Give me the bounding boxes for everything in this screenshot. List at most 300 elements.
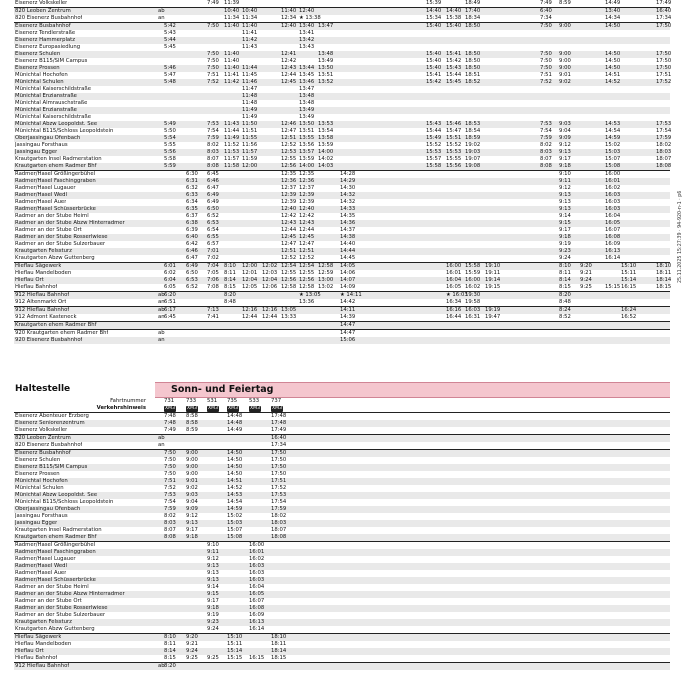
stop-name: 912 Hieflau Bahnhof (15, 292, 70, 298)
time-cell: 6:32 (186, 185, 198, 191)
time-cell: 16:24 (621, 307, 637, 313)
time-cell: 15:10 (621, 263, 637, 269)
time-cell: 7:53 (164, 492, 176, 498)
time-cell: 18:50 (465, 58, 481, 64)
time-cell: 9:18 (186, 534, 198, 540)
time-cell: 7:50 (207, 23, 219, 29)
time-cell: 16:09 (249, 612, 265, 618)
time-cell: 9:19 (559, 241, 571, 247)
traffic-note-cell (271, 405, 289, 412)
time-cell: 15:34 (426, 15, 442, 21)
table-row (14, 284, 670, 291)
time-cell: 11:56 (242, 142, 258, 148)
time-cell: 8:58 (186, 413, 198, 419)
table-row (14, 241, 670, 248)
time-cell: 8:02 (540, 142, 552, 148)
traffic-note-row (14, 405, 670, 412)
time-cell: 13:48 (299, 93, 315, 99)
time-cell: 15:42 (446, 58, 462, 64)
time-cell: 8:59 (186, 427, 198, 433)
time-cell: 9:00 (559, 23, 571, 29)
time-cell: 14:09 (340, 284, 356, 290)
time-cell: 12:51 (299, 248, 315, 254)
table-row (14, 337, 670, 344)
time-cell: 14:50 (605, 58, 621, 64)
stop-name: Jassingau Forsthaus (15, 142, 68, 148)
time-cell: 18:52 (465, 79, 481, 85)
trip-number: 531 (207, 398, 218, 404)
time-cell: 7:53 (207, 121, 219, 127)
time-cell: 9:00 (186, 471, 198, 477)
time-cell: 11:41 (242, 30, 258, 36)
time-cell: 7:04 (207, 263, 219, 269)
time-cell: 5:44 (164, 37, 176, 43)
sunday-timetable (14, 412, 670, 670)
time-cell: 11:45 (242, 72, 258, 78)
time-cell: 7:02 (207, 255, 219, 261)
time-cell: 16:05 (605, 220, 621, 226)
time-cell: 15:52 (446, 142, 462, 148)
time-cell: 15:15 (605, 284, 621, 290)
time-cell: 16:03 (249, 577, 265, 583)
stop-name: Radmer an der Stube Sulzerbauer (15, 241, 106, 247)
stop-name: Krautgarten Felssturz (15, 248, 72, 254)
table-row (14, 93, 670, 100)
stop-name: Eisenerz B115/SIM Campus (15, 464, 88, 470)
table-row (14, 65, 670, 72)
time-cell: 16:40 (656, 8, 672, 14)
table-row (14, 199, 670, 206)
time-cell: 5:46 (164, 65, 176, 71)
stop-name: 820 Leoben Zentrum (15, 8, 71, 14)
time-cell: 7:50 (164, 471, 176, 477)
time-cell: 7:34 (540, 15, 552, 21)
time-cell: 9:03 (559, 121, 571, 127)
stop-name: Radmer an der Stube Sulzerbauer (15, 612, 106, 618)
time-cell: 12:45 (281, 234, 297, 240)
time-cell: 14:33 (340, 206, 356, 212)
time-cell: 18:34 (465, 15, 481, 21)
time-cell: 13:49 (299, 114, 315, 120)
time-cell: 14:50 (605, 65, 621, 71)
time-cell: 12:52 (281, 255, 297, 261)
time-cell: 11:42 (242, 37, 258, 43)
time-cell: 9:18 (207, 605, 219, 611)
time-cell: 19:30 (465, 292, 481, 298)
time-cell: 15:51 (446, 135, 462, 141)
time-cell: 16:08 (249, 605, 265, 611)
table-row (14, 107, 670, 114)
time-cell: 9:17 (207, 598, 219, 604)
time-cell: 12:59 (318, 270, 334, 276)
time-cell: 6:49 (207, 199, 219, 205)
stop-direction: ab (158, 307, 165, 313)
time-cell: 12:36 (299, 178, 315, 184)
time-cell: 16:40 (271, 435, 287, 441)
trip-meta (14, 398, 670, 412)
stop-name: Eisenerz Busbahnhof (15, 23, 71, 29)
time-cell: 7:54 (540, 128, 552, 134)
time-cell: 11:47 (242, 86, 258, 92)
time-cell: 15:02 (227, 513, 243, 519)
stop-name: Radmer an der Stube Heiml (15, 213, 89, 219)
table-row (14, 420, 670, 427)
time-cell: 18:14 (271, 648, 287, 654)
time-cell: 13:50 (299, 121, 315, 127)
time-cell: 17:49 (271, 427, 287, 433)
time-cell: 11:48 (242, 93, 258, 99)
stop-name: Münichtal Almrauschstraße (15, 100, 88, 106)
time-cell: 12:54 (299, 263, 315, 269)
time-cell: 16:03 (249, 570, 265, 576)
time-cell: 5:50 (164, 128, 176, 134)
stop-name: Münichtal Enzianstraße (15, 107, 77, 113)
time-cell: 6:31 (186, 178, 198, 184)
time-cell: 15:14 (227, 648, 243, 654)
time-cell: 9:13 (559, 206, 571, 212)
time-cell: 16:04 (446, 277, 462, 283)
stop-name: 920 Krautgarten ehem Radmer Bhf (15, 330, 109, 336)
time-cell: 11:46 (242, 79, 258, 85)
table-row (14, 464, 670, 471)
stop-name: Radmer/Hasel Faschinggraben (15, 178, 96, 184)
table-row (14, 192, 670, 199)
time-cell: 13:43 (299, 44, 315, 50)
table-row (14, 655, 670, 662)
time-cell: 16:03 (605, 199, 621, 205)
time-cell: 12:06 (262, 284, 278, 290)
time-cell: 5:55 (164, 142, 176, 148)
time-cell: 15:41 (446, 51, 462, 57)
time-cell: 14:28 (340, 171, 356, 177)
time-cell: 9:03 (186, 492, 198, 498)
table-row (14, 7, 670, 15)
time-cell: 19:03 (465, 149, 481, 155)
stop-name: Hieflau Mandelboden (15, 270, 72, 276)
time-cell: 9:13 (207, 570, 219, 576)
table-row (14, 156, 670, 163)
time-cell: 11:43 (242, 44, 258, 50)
time-cell: 15:45 (446, 79, 462, 85)
stop-name: Münichtal Enzianstraße (15, 93, 77, 99)
traffic-note-label: Verkehrshinweis (96, 405, 146, 411)
time-cell: 6:02 (164, 270, 176, 276)
time-cell: 8:10 (224, 263, 236, 269)
time-cell: 11:40 (224, 65, 240, 71)
time-cell: 11:51 (242, 128, 258, 134)
time-cell: 13:47 (318, 23, 334, 29)
time-cell: 13:46 (299, 79, 315, 85)
print-footer-text: 25.11.2025 15:27:39 · 94-920-n-1 · p6 (678, 190, 683, 283)
time-cell: 18:14 (656, 277, 672, 283)
time-cell: 12:40 (281, 206, 297, 212)
time-cell: 8:15 (559, 284, 571, 290)
time-cell: 7:50 (207, 58, 219, 64)
table-row (14, 262, 670, 270)
table-row (14, 163, 670, 170)
time-cell: 14:03 (318, 163, 334, 169)
time-cell: 15:38 (446, 15, 462, 21)
time-cell: 14:11 (340, 307, 356, 313)
table-row (14, 648, 670, 655)
time-cell: 7:50 (164, 450, 176, 456)
table-row (14, 633, 670, 641)
stop-name: Eisenerz Hammerplatz (15, 37, 76, 43)
time-cell: 6:57 (207, 241, 219, 247)
time-cell: 13:55 (299, 135, 315, 141)
time-cell: 9:01 (559, 72, 571, 78)
trip-number: 737 (271, 398, 282, 404)
time-cell: 9:12 (559, 185, 571, 191)
time-cell: 5:59 (164, 163, 176, 169)
time-cell: 15:56 (446, 163, 462, 169)
time-cell: 15:02 (605, 142, 621, 148)
time-cell: 11:53 (224, 149, 240, 155)
time-cell: 19:19 (485, 307, 501, 313)
time-cell: 16:00 (249, 542, 265, 548)
stop-name: 820 Eisenerz Busbahnhof (15, 15, 83, 21)
time-cell: 12:34 (281, 15, 297, 21)
time-cell: 14:42 (340, 299, 356, 305)
time-cell: 15:41 (426, 72, 442, 78)
time-cell: 7:05 (207, 270, 219, 276)
time-cell: 11:40 (224, 58, 240, 64)
trip-number-row (14, 398, 670, 405)
time-cell: 12:52 (299, 255, 315, 261)
time-cell: 12:39 (299, 199, 315, 205)
table-row (14, 248, 670, 255)
table-row (14, 520, 670, 527)
time-cell: 9:25 (580, 284, 592, 290)
time-cell: 12:44 (299, 227, 315, 233)
table-row (14, 135, 670, 142)
table-row (14, 506, 670, 513)
time-cell: 6:52 (186, 284, 198, 290)
time-cell: 18:03 (271, 520, 287, 526)
time-cell: 9:24 (559, 255, 571, 261)
time-cell: 9:00 (186, 464, 198, 470)
time-cell: 13:02 (318, 284, 334, 290)
table-row (14, 641, 670, 648)
time-cell: 12:16 (242, 307, 258, 313)
time-cell: 7:49 (207, 0, 219, 6)
time-cell: 8:07 (207, 156, 219, 162)
time-cell: 6:51 (164, 299, 176, 305)
stop-name: Eisenerz Volkskeller (15, 0, 68, 6)
stop-direction: an (158, 299, 165, 305)
time-cell: 14:50 (227, 450, 243, 456)
time-cell: 9:13 (559, 199, 571, 205)
stop-direction: ab (158, 330, 165, 336)
table-row (14, 478, 670, 485)
time-cell: 16:13 (605, 248, 621, 254)
time-cell: 12:45 (281, 79, 297, 85)
trip-number: 735 (227, 398, 238, 404)
time-cell: 8:03 (207, 149, 219, 155)
stop-name: Jassingau Egger (15, 149, 58, 155)
table-row (14, 37, 670, 44)
table-row (14, 30, 670, 37)
time-cell: 12:03 (262, 270, 278, 276)
time-cell: 11:41 (224, 72, 240, 78)
time-cell: 16:14 (605, 255, 621, 261)
time-cell: 11:57 (242, 149, 258, 155)
time-cell: 6:01 (164, 263, 176, 269)
time-cell: 13:54 (318, 128, 334, 134)
time-cell: 18:49 (465, 0, 481, 6)
time-cell: 18:02 (271, 513, 287, 519)
table-row (14, 72, 670, 79)
time-cell: 19:15 (485, 284, 501, 290)
table-row (14, 100, 670, 107)
time-cell: 14:48 (227, 413, 243, 419)
time-cell: 14:35 (340, 213, 356, 219)
time-cell: 16:03 (605, 206, 621, 212)
stop-column-title: Haltestelle (15, 384, 71, 394)
stop-name: Krautgarten Insel Radmerstation (15, 156, 102, 162)
table-row (14, 619, 670, 626)
time-cell: 12:36 (281, 178, 297, 184)
time-cell: 12:39 (299, 192, 315, 198)
time-cell: 16:08 (605, 234, 621, 240)
time-cell: 8:11 (559, 270, 571, 276)
time-cell: 14:00 (299, 163, 315, 169)
time-cell: 17:54 (656, 128, 672, 134)
stop-name: 820 Eisenerz Busbahnhof (15, 442, 83, 448)
time-cell: 14:02 (318, 156, 334, 162)
time-cell: 7:52 (540, 79, 552, 85)
time-cell: 15:03 (605, 149, 621, 155)
time-cell: 7:59 (540, 135, 552, 141)
time-cell: 18:54 (465, 128, 481, 134)
stop-name: Eisenerz Europasiedlung (15, 44, 81, 50)
time-cell: 18:50 (465, 51, 481, 57)
table-row (14, 51, 670, 58)
time-cell: 17:54 (271, 499, 287, 505)
time-cell: 6:49 (207, 192, 219, 198)
time-cell: 14:50 (227, 471, 243, 477)
stop-name: Eisenerz Prossen (15, 471, 60, 477)
time-cell: 18:08 (271, 534, 287, 540)
stop-name: Hieflau Ort (15, 277, 44, 283)
time-cell: 16:03 (249, 563, 265, 569)
table-row (14, 227, 670, 234)
table-row (14, 570, 670, 577)
time-cell: 7:52 (164, 485, 176, 491)
time-cell: 15:47 (446, 128, 462, 134)
time-cell: 14:53 (605, 121, 621, 127)
time-cell: 12:35 (299, 171, 315, 177)
traffic-note-cell (207, 405, 225, 412)
time-cell: 15:15 (227, 655, 243, 661)
time-cell: 12:46 (281, 121, 297, 127)
time-cell: 18:10 (656, 263, 672, 269)
traffic-note-cell (186, 405, 204, 412)
time-cell: 6:52 (207, 213, 219, 219)
time-cell: 13:00 (318, 277, 334, 283)
time-cell: 9:17 (559, 156, 571, 162)
time-cell: 17:59 (656, 135, 672, 141)
time-cell: 8:14 (559, 277, 571, 283)
time-cell: 9:01 (186, 478, 198, 484)
time-cell: 12:44 (262, 314, 278, 320)
time-cell: 17:51 (656, 72, 672, 78)
stop-name: Radmer/Hasel Wedl (15, 563, 67, 569)
time-cell: 14:38 (340, 234, 356, 240)
time-cell: 14:40 (340, 241, 356, 247)
time-cell: 10:40 (224, 8, 240, 14)
table-row (14, 185, 670, 192)
time-cell: 14:07 (340, 277, 356, 283)
traffic-note-badge: XM3 (250, 406, 261, 411)
table-row (14, 234, 670, 241)
time-cell: 6:50 (186, 270, 198, 276)
time-cell: 12:04 (262, 277, 278, 283)
table-row (14, 563, 670, 570)
time-cell: 14:40 (426, 8, 442, 14)
time-cell: 9:02 (186, 485, 198, 491)
table-row (14, 270, 670, 277)
time-cell: 17:50 (271, 471, 287, 477)
time-cell: 19:07 (465, 156, 481, 162)
time-cell: 12:56 (299, 277, 315, 283)
time-cell: 16:05 (249, 591, 265, 597)
time-cell: 7:53 (540, 121, 552, 127)
time-cell: 17:50 (271, 450, 287, 456)
time-cell: 12:42 (281, 213, 297, 219)
time-cell: 18:07 (656, 156, 672, 162)
time-cell: 12:51 (281, 248, 297, 254)
time-cell: 9:18 (559, 234, 571, 240)
time-cell: 19:14 (485, 277, 501, 283)
time-cell: 5:56 (164, 149, 176, 155)
time-cell: 8:08 (540, 163, 552, 169)
table-row (14, 492, 670, 499)
day-type-band (155, 382, 670, 398)
time-cell: 14:39 (340, 314, 356, 320)
time-cell: 9:00 (186, 450, 198, 456)
table-row (14, 527, 670, 534)
time-cell: 12:56 (281, 163, 297, 169)
time-cell: 6:17 (164, 307, 176, 313)
stop-name: 912 Hieflau Bahnhof (15, 307, 70, 313)
time-cell: 7:50 (207, 51, 219, 57)
time-cell: 12:58 (299, 284, 315, 290)
time-cell: 11:48 (242, 100, 258, 106)
print-footer (678, 190, 687, 403)
time-cell: 13:33 (281, 314, 297, 320)
time-cell: 18:07 (271, 527, 287, 533)
stop-name: Hieflau Sägewerk (15, 263, 62, 269)
time-cell: 7:48 (164, 420, 176, 426)
time-cell: 17:53 (656, 121, 672, 127)
time-cell: 14:53 (227, 492, 243, 498)
table-row (14, 149, 670, 156)
table-row (14, 549, 670, 556)
time-cell: 12:43 (281, 65, 297, 71)
time-cell: 12:40 (299, 8, 315, 14)
time-cell: 14:51 (227, 478, 243, 484)
time-cell: 7:59 (164, 506, 176, 512)
time-cell: 17:52 (271, 485, 287, 491)
time-cell: 9:04 (186, 499, 198, 505)
time-cell: 9:20 (580, 263, 592, 269)
time-cell: 15:44 (426, 128, 442, 134)
time-cell: 15:11 (227, 641, 243, 647)
time-cell: 6:40 (186, 234, 198, 240)
traffic-note-badge: XM3 (187, 406, 198, 411)
time-cell: 8:11 (164, 641, 176, 647)
